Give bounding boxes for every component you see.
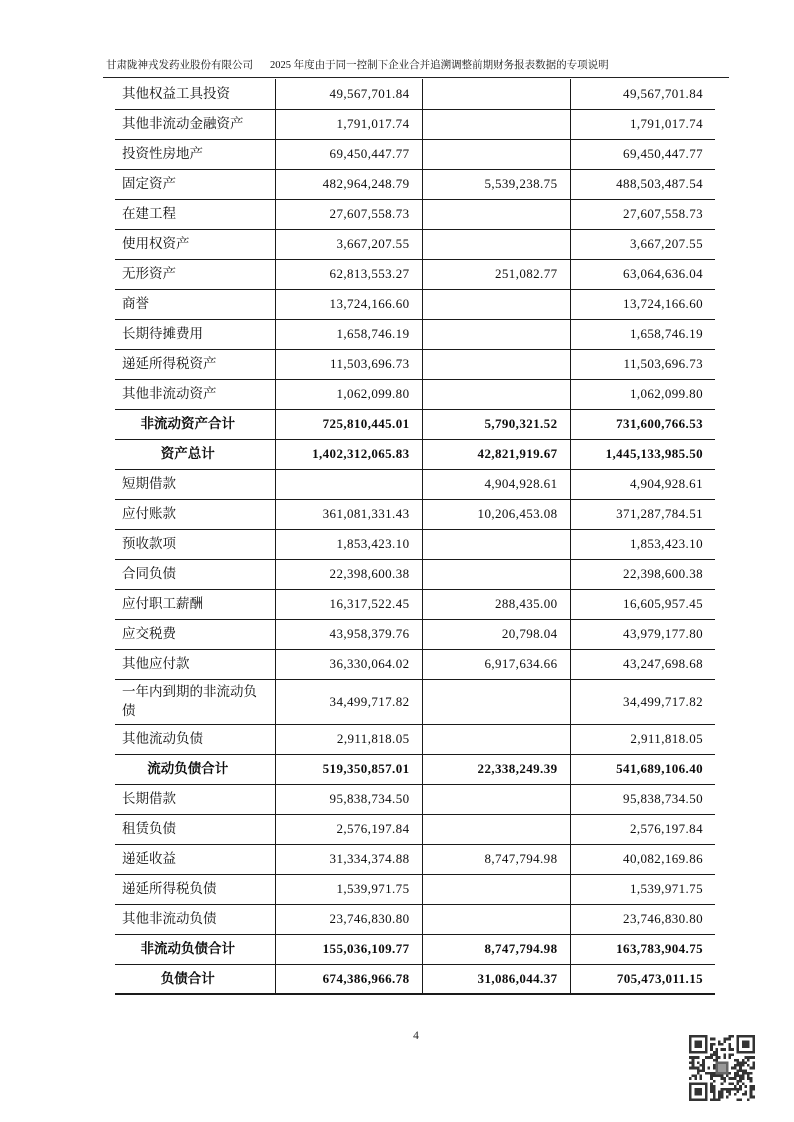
row-value: 1,062,099.80 <box>570 379 715 409</box>
table-row <box>115 679 715 724</box>
table-row <box>115 469 715 499</box>
table-row <box>115 529 715 559</box>
row-value: 2,576,197.84 <box>275 814 422 844</box>
row-label: 一年内到期的非流动负债 <box>115 679 275 724</box>
row-value: 16,317,522.45 <box>275 589 422 619</box>
row-value: 1,539,971.75 <box>275 874 422 904</box>
table-row <box>115 904 715 934</box>
row-value: 5,790,321.52 <box>422 409 570 439</box>
table-row <box>115 844 715 874</box>
page-number: 4 <box>413 1030 419 1042</box>
row-label: 在建工程 <box>115 199 275 229</box>
row-value: 1,539,971.75 <box>570 874 715 904</box>
row-value: 13,724,166.60 <box>275 289 422 319</box>
row-label: 其他应付款 <box>115 649 275 679</box>
row-value: 163,783,904.75 <box>570 934 715 964</box>
row-value: 1,853,423.10 <box>275 529 422 559</box>
table-row <box>115 349 715 379</box>
row-value <box>422 349 570 379</box>
table-row <box>115 784 715 814</box>
row-value: 63,064,636.04 <box>570 259 715 289</box>
row-value: 22,398,600.38 <box>275 559 422 589</box>
row-label: 其他权益工具投资 <box>115 79 275 109</box>
table-row <box>115 619 715 649</box>
table-row <box>115 559 715 589</box>
row-label: 使用权资产 <box>115 229 275 259</box>
row-label: 应付账款 <box>115 499 275 529</box>
row-label: 长期待摊费用 <box>115 319 275 349</box>
row-label: 负债合计 <box>115 964 275 994</box>
row-value <box>422 199 570 229</box>
table-row <box>115 169 715 199</box>
row-value: 11,503,696.73 <box>570 349 715 379</box>
table-row <box>115 589 715 619</box>
row-value: 43,247,698.68 <box>570 649 715 679</box>
row-value: 49,567,701.84 <box>275 79 422 109</box>
row-value: 3,667,207.55 <box>275 229 422 259</box>
row-value: 27,607,558.73 <box>570 199 715 229</box>
table-row <box>115 649 715 679</box>
row-label: 无形资产 <box>115 259 275 289</box>
company-name: 甘肃陇神戎发药业股份有限公司 <box>106 60 253 71</box>
table-row <box>115 724 715 754</box>
row-value: 23,746,830.80 <box>570 904 715 934</box>
row-value: 42,821,919.67 <box>422 439 570 469</box>
table-row <box>115 319 715 349</box>
row-label: 长期借款 <box>115 784 275 814</box>
row-value <box>422 139 570 169</box>
row-value: 1,853,423.10 <box>570 529 715 559</box>
row-value <box>422 379 570 409</box>
row-label: 非流动负债合计 <box>115 934 275 964</box>
table-row <box>115 439 715 469</box>
table-row <box>115 874 715 904</box>
row-value: 20,798.04 <box>422 619 570 649</box>
row-value: 22,338,249.39 <box>422 754 570 784</box>
row-label: 递延收益 <box>115 844 275 874</box>
row-label: 递延所得税资产 <box>115 349 275 379</box>
row-value: 541,689,106.40 <box>570 754 715 784</box>
row-value: 1,402,312,065.83 <box>275 439 422 469</box>
row-value <box>422 109 570 139</box>
row-value: 13,724,166.60 <box>570 289 715 319</box>
row-value: 34,499,717.82 <box>275 679 422 724</box>
row-label: 其他非流动资产 <box>115 379 275 409</box>
row-value: 16,605,957.45 <box>570 589 715 619</box>
row-value: 31,334,374.88 <box>275 844 422 874</box>
row-value: 288,435.00 <box>422 589 570 619</box>
row-label: 短期借款 <box>115 469 275 499</box>
row-value: 674,386,966.78 <box>275 964 422 994</box>
row-value: 49,567,701.84 <box>570 79 715 109</box>
table-row <box>115 259 715 289</box>
row-value: 1,658,746.19 <box>275 319 422 349</box>
row-value: 3,667,207.55 <box>570 229 715 259</box>
row-label: 应交税费 <box>115 619 275 649</box>
table-row <box>115 229 715 259</box>
qr-code-icon <box>689 1035 755 1101</box>
table-row <box>115 139 715 169</box>
row-value: 69,450,447.77 <box>570 139 715 169</box>
table-row <box>115 379 715 409</box>
row-value: 155,036,109.77 <box>275 934 422 964</box>
row-value: 40,082,169.86 <box>570 844 715 874</box>
row-value <box>422 904 570 934</box>
row-value <box>422 319 570 349</box>
row-value: 10,206,453.08 <box>422 499 570 529</box>
row-value: 1,658,746.19 <box>570 319 715 349</box>
row-label: 商誉 <box>115 289 275 319</box>
row-value: 23,746,830.80 <box>275 904 422 934</box>
table-row <box>115 109 715 139</box>
row-value: 43,979,177.80 <box>570 619 715 649</box>
table-row <box>115 499 715 529</box>
row-value <box>422 679 570 724</box>
row-value <box>422 289 570 319</box>
row-value: 34,499,717.82 <box>570 679 715 724</box>
table-row <box>115 79 715 109</box>
row-label: 资产总计 <box>115 439 275 469</box>
row-value: 36,330,064.02 <box>275 649 422 679</box>
row-value: 8,747,794.98 <box>422 934 570 964</box>
row-value: 1,062,099.80 <box>275 379 422 409</box>
row-value <box>422 784 570 814</box>
table-row <box>115 199 715 229</box>
row-value: 27,607,558.73 <box>275 199 422 229</box>
row-value: 2,576,197.84 <box>570 814 715 844</box>
row-value: 95,838,734.50 <box>275 784 422 814</box>
row-value: 251,082.77 <box>422 259 570 289</box>
row-label: 投资性房地产 <box>115 139 275 169</box>
row-value: 2,911,818.05 <box>275 724 422 754</box>
row-label: 应付职工薪酬 <box>115 589 275 619</box>
table-row <box>115 289 715 319</box>
row-value <box>275 469 422 499</box>
row-value <box>422 874 570 904</box>
document-title: 2025 年度由于同一控制下企业合并追溯调整前期财务报表数据的专项说明 <box>270 60 609 71</box>
row-value: 371,287,784.51 <box>570 499 715 529</box>
row-value: 1,791,017.74 <box>570 109 715 139</box>
row-label: 合同负债 <box>115 559 275 589</box>
row-value: 31,086,044.37 <box>422 964 570 994</box>
table-row <box>115 754 715 784</box>
row-value: 482,964,248.79 <box>275 169 422 199</box>
table-row <box>115 934 715 964</box>
row-value: 488,503,487.54 <box>570 169 715 199</box>
row-value: 725,810,445.01 <box>275 409 422 439</box>
row-value <box>422 229 570 259</box>
row-value: 22,398,600.38 <box>570 559 715 589</box>
row-label: 其他流动负债 <box>115 724 275 754</box>
table-row <box>115 814 715 844</box>
row-value: 62,813,553.27 <box>275 259 422 289</box>
row-value <box>422 559 570 589</box>
row-label: 其他非流动负债 <box>115 904 275 934</box>
row-value: 1,791,017.74 <box>275 109 422 139</box>
table-row <box>115 964 715 994</box>
row-value: 519,350,857.01 <box>275 754 422 784</box>
row-value: 69,450,447.77 <box>275 139 422 169</box>
row-label: 固定资产 <box>115 169 275 199</box>
row-label: 递延所得税负债 <box>115 874 275 904</box>
row-value: 2,911,818.05 <box>570 724 715 754</box>
row-label: 非流动资产合计 <box>115 409 275 439</box>
row-label: 租赁负债 <box>115 814 275 844</box>
row-value: 11,503,696.73 <box>275 349 422 379</box>
row-value <box>422 79 570 109</box>
row-value: 4,904,928.61 <box>570 469 715 499</box>
row-value: 361,081,331.43 <box>275 499 422 529</box>
row-value: 43,958,379.76 <box>275 619 422 649</box>
table-row <box>115 409 715 439</box>
row-value: 705,473,011.15 <box>570 964 715 994</box>
financial-table-body <box>115 79 715 994</box>
row-label: 其他非流动金融资产 <box>115 109 275 139</box>
row-value: 6,917,634.66 <box>422 649 570 679</box>
row-label: 流动负债合计 <box>115 754 275 784</box>
row-value: 731,600,766.53 <box>570 409 715 439</box>
row-value <box>422 814 570 844</box>
row-value <box>422 724 570 754</box>
row-value: 1,445,133,985.50 <box>570 439 715 469</box>
row-value: 8,747,794.98 <box>422 844 570 874</box>
financial-table <box>115 79 715 995</box>
row-label: 预收款项 <box>115 529 275 559</box>
row-value: 95,838,734.50 <box>570 784 715 814</box>
row-value <box>422 529 570 559</box>
page-header <box>103 57 729 78</box>
row-value: 4,904,928.61 <box>422 469 570 499</box>
row-value: 5,539,238.75 <box>422 169 570 199</box>
